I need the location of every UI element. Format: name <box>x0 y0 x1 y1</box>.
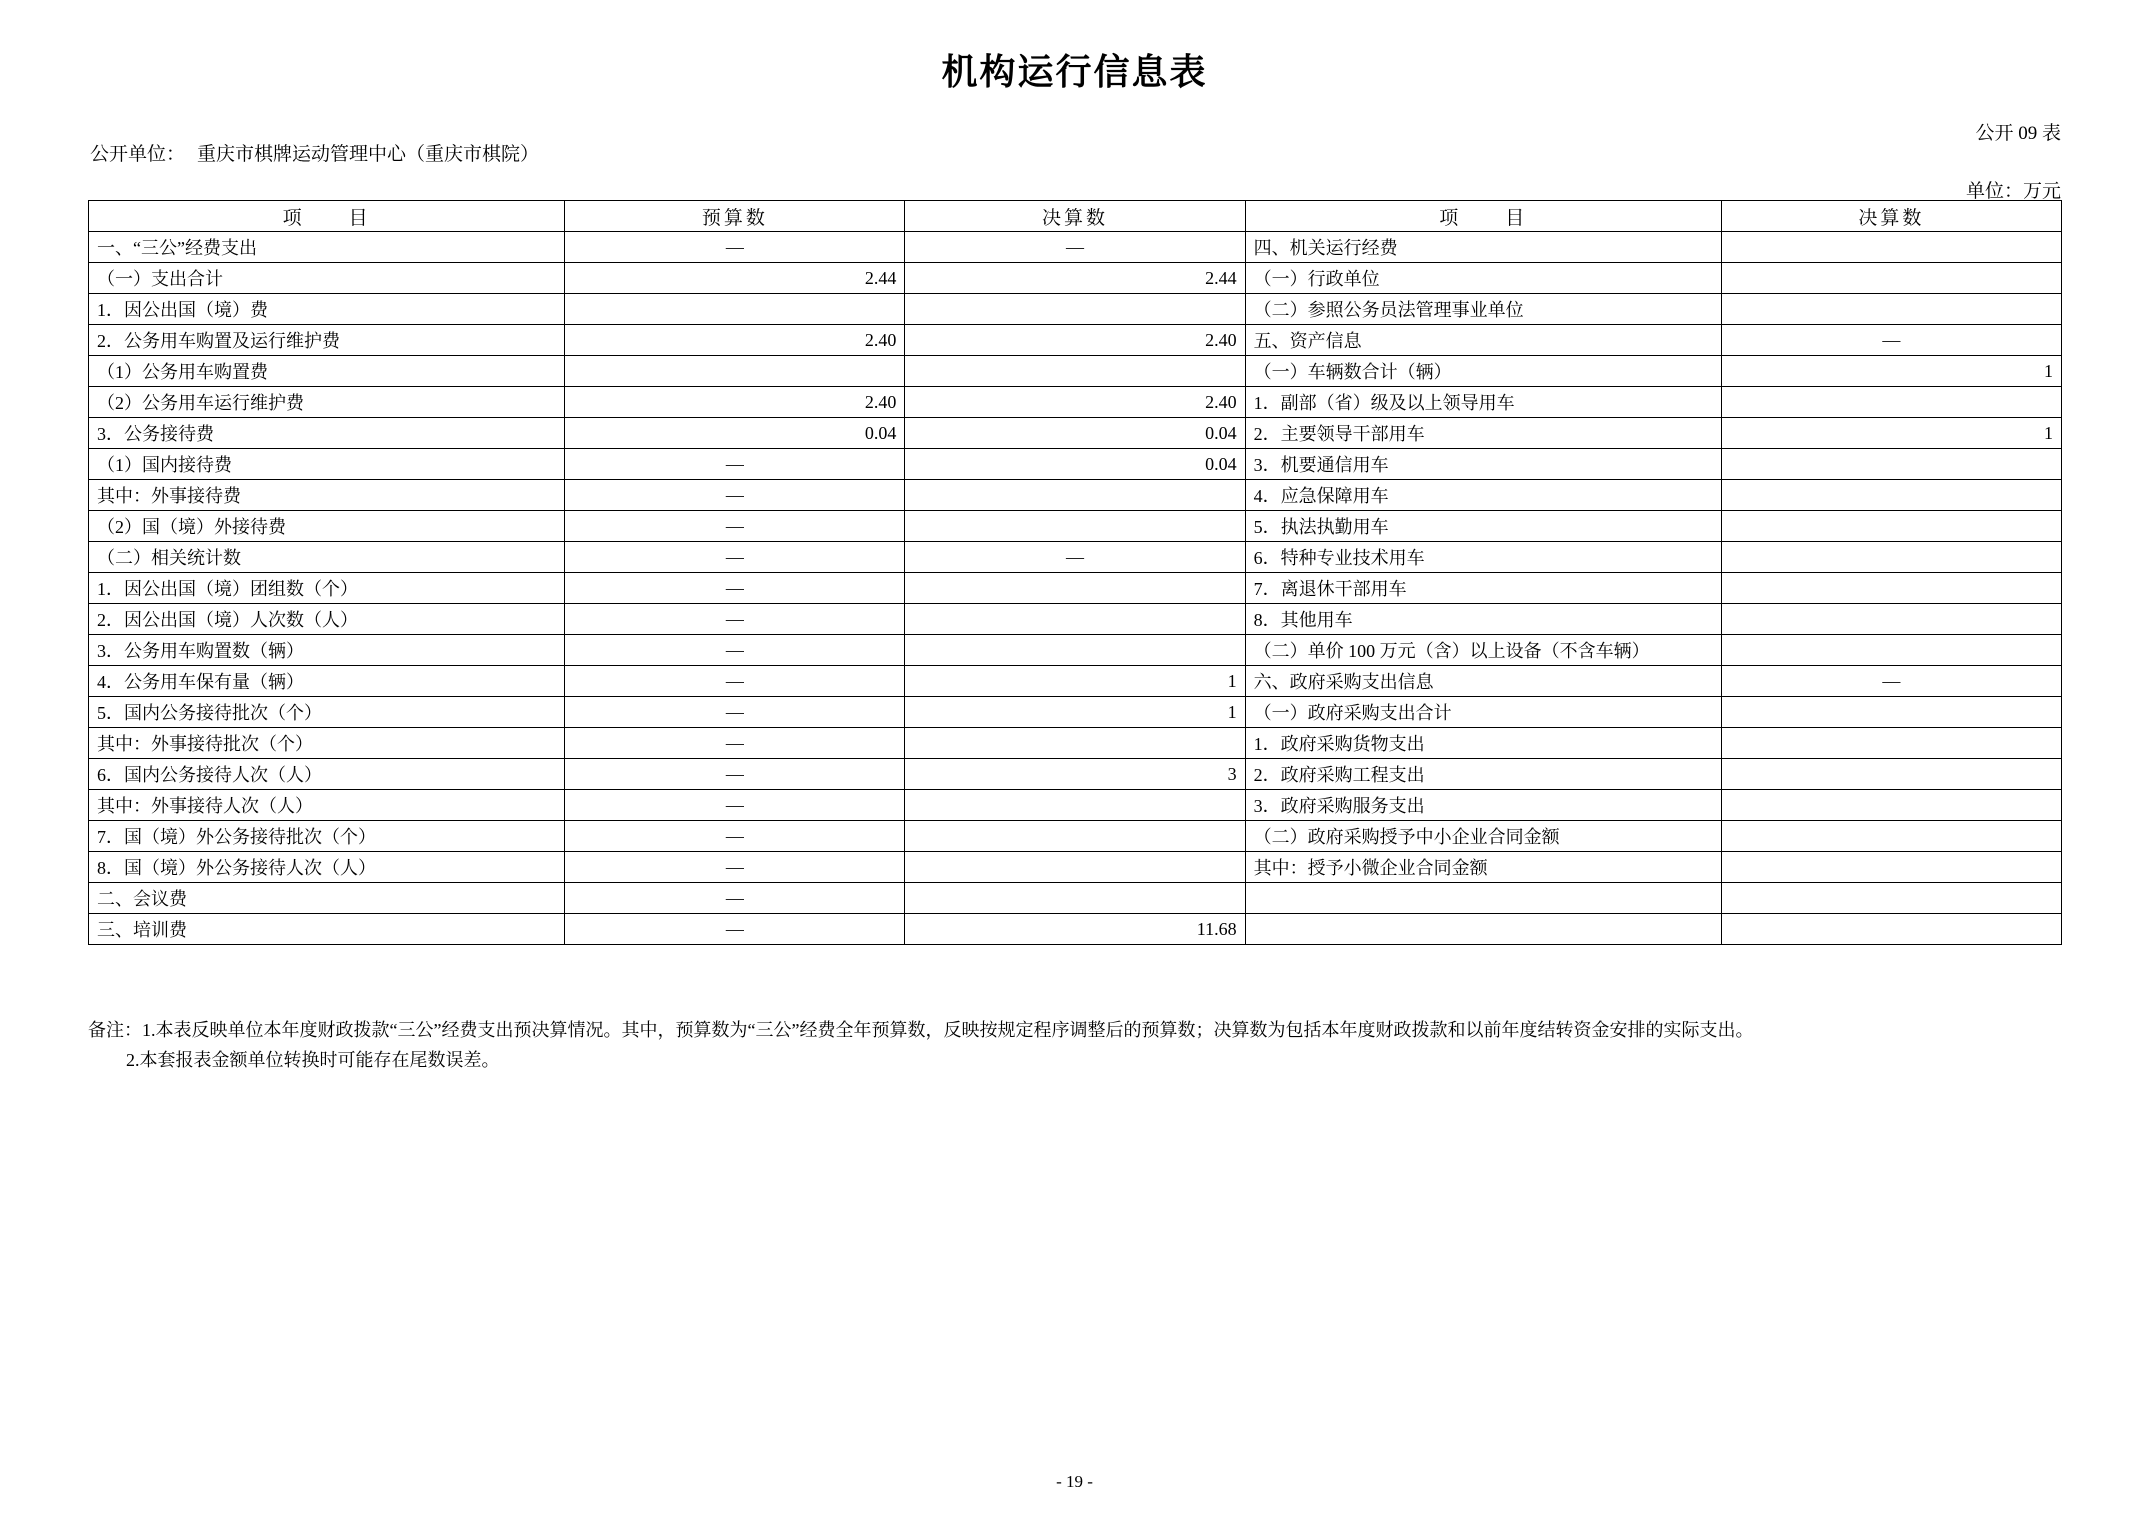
row-item-left: （一）支出合计 <box>89 263 565 294</box>
row-final-value: 2.44 <box>905 263 1245 294</box>
row-item-left: 1．因公出国（境）团组数（个） <box>89 573 565 604</box>
row-item-right: （二）参照公务员法管理事业单位 <box>1245 294 1721 325</box>
row-final-right-value <box>1721 387 2061 418</box>
row-final-right-value: 1 <box>1721 356 2061 387</box>
row-final-value <box>905 883 1245 914</box>
table-row <box>89 542 2062 573</box>
row-item-left: 7．国（境）外公务接待批次（个） <box>89 821 565 852</box>
row-item-left: 5．国内公务接待批次（个） <box>89 697 565 728</box>
row-budget-value: 2.40 <box>565 325 905 356</box>
table-row <box>89 263 2062 294</box>
table-row <box>89 232 2062 263</box>
disclosure-unit-value: 重庆市棋牌运动管理中心（重庆市棋院） <box>197 144 540 165</box>
row-final-right-value <box>1721 883 2061 914</box>
row-budget-value: — <box>565 790 905 821</box>
row-item-right: （一）行政单位 <box>1245 263 1721 294</box>
row-final-right-value <box>1721 697 2061 728</box>
row-item-left: （1）公务用车购置费 <box>89 356 565 387</box>
row-item-left: 3．公务接待费 <box>89 418 565 449</box>
table-row <box>89 418 2062 449</box>
row-item-left: 4．公务用车保有量（辆） <box>89 666 565 697</box>
row-final-right-value <box>1721 728 2061 759</box>
row-budget-value <box>565 294 905 325</box>
row-budget-value: 0.04 <box>565 418 905 449</box>
row-item-right: 5．执法执勤用车 <box>1245 511 1721 542</box>
row-budget-value: — <box>565 759 905 790</box>
row-final-right-value: 1 <box>1721 418 2061 449</box>
table-row <box>89 883 2062 914</box>
row-final-value <box>905 821 1245 852</box>
row-budget-value: — <box>565 573 905 604</box>
row-final-value <box>905 356 1245 387</box>
row-budget-value: 2.40 <box>565 387 905 418</box>
row-budget-value: — <box>565 728 905 759</box>
row-final-value <box>905 294 1245 325</box>
row-final-value: 1 <box>905 666 1245 697</box>
note-line-1: 备注：1.本表反映单位本年度财政拨款“三公”经费支出预决算情况。其中，预算数为“三公”经费全年预算数，反映按规定程序调整后的预算数；决算数为包括本年度财政拨款和以前年度结转资金安排的实际支出。 <box>88 1020 1754 1040</box>
row-final-value: 3 <box>905 759 1245 790</box>
table-row <box>89 790 2062 821</box>
row-item-left: （2）国（境）外接待费 <box>89 511 565 542</box>
row-item-right <box>1245 883 1721 914</box>
table-row <box>89 573 2062 604</box>
row-budget-value: — <box>565 666 905 697</box>
row-item-right: （一）政府采购支出合计 <box>1245 697 1721 728</box>
row-item-left: 2．公务用车购置及运行维护费 <box>89 325 565 356</box>
row-item-right: （二）单价 100 万元（含）以上设备（不含车辆） <box>1245 635 1721 666</box>
row-budget-value: — <box>565 232 905 263</box>
row-budget-value: — <box>565 635 905 666</box>
row-budget-value: — <box>565 697 905 728</box>
table-row <box>89 666 2062 697</box>
row-final-value: 11.68 <box>905 914 1245 945</box>
row-item-left: 2．因公出国（境）人次数（人） <box>89 604 565 635</box>
row-item-left: （二）相关统计数 <box>89 542 565 573</box>
row-final-value <box>905 573 1245 604</box>
row-budget-value: 2.44 <box>565 263 905 294</box>
row-final-right-value <box>1721 480 2061 511</box>
row-item-right: 五、资产信息 <box>1245 325 1721 356</box>
row-item-right: 其中：授予小微企业合同金额 <box>1245 852 1721 883</box>
table-header-row <box>89 201 2062 232</box>
row-final-right-value <box>1721 604 2061 635</box>
row-final-value: 1 <box>905 697 1245 728</box>
row-final-right-value <box>1721 790 2061 821</box>
row-final-value: 2.40 <box>905 325 1245 356</box>
row-item-right: 7．离退休干部用车 <box>1245 573 1721 604</box>
row-final-value <box>905 604 1245 635</box>
row-final-value: — <box>905 542 1245 573</box>
row-item-right: （二）政府采购授予中小企业合同金额 <box>1245 821 1721 852</box>
row-final-right-value <box>1721 852 2061 883</box>
row-final-right-value <box>1721 263 2061 294</box>
row-item-right: 2．政府采购工程支出 <box>1245 759 1721 790</box>
table-row <box>89 511 2062 542</box>
row-item-left: 其中：外事接待费 <box>89 480 565 511</box>
row-item-right: 3．机要通信用车 <box>1245 449 1721 480</box>
row-final-right-value <box>1721 232 2061 263</box>
header-final-right: 决算数 <box>1721 201 2061 232</box>
disclosure-unit-label: 公开单位： <box>90 144 186 165</box>
row-final-right-value <box>1721 294 2061 325</box>
row-item-left: 3．公务用车购置数（辆） <box>89 635 565 666</box>
page-number: - 19 - <box>1056 1472 1093 1491</box>
row-final-value <box>905 790 1245 821</box>
row-item-right: 6．特种专业技术用车 <box>1245 542 1721 573</box>
row-final-right-value <box>1721 511 2061 542</box>
header-final: 决算数 <box>905 201 1245 232</box>
row-final-right-value <box>1721 914 2061 945</box>
row-final-value: 0.04 <box>905 418 1245 449</box>
row-final-right-value <box>1721 759 2061 790</box>
row-item-right: 4．应急保障用车 <box>1245 480 1721 511</box>
row-budget-value: — <box>565 914 905 945</box>
row-item-right <box>1245 914 1721 945</box>
row-item-left: （1）国内接待费 <box>89 449 565 480</box>
row-item-right: 8．其他用车 <box>1245 604 1721 635</box>
row-budget-value: — <box>565 821 905 852</box>
row-item-right: （一）车辆数合计（辆） <box>1245 356 1721 387</box>
row-item-left: 一、“三公”经费支出 <box>89 232 565 263</box>
row-final-value <box>905 728 1245 759</box>
disclosure-unit <box>90 142 610 168</box>
table-row <box>89 728 2062 759</box>
row-item-left: 8．国（境）外公务接待人次（人） <box>89 852 565 883</box>
row-final-value: 0.04 <box>905 449 1245 480</box>
row-item-right: 3．政府采购服务支出 <box>1245 790 1721 821</box>
row-budget-value <box>565 356 905 387</box>
page-title: 机构运行信息表 <box>941 51 1208 92</box>
row-item-right: 2．主要领导干部用车 <box>1245 418 1721 449</box>
table-row <box>89 852 2062 883</box>
row-final-value <box>905 852 1245 883</box>
row-item-left: 1．因公出国（境）费 <box>89 294 565 325</box>
row-final-right-value: — <box>1721 666 2061 697</box>
header-budget: 预算数 <box>565 201 905 232</box>
row-budget-value: — <box>565 449 905 480</box>
row-final-right-value <box>1721 542 2061 573</box>
table-row <box>89 294 2062 325</box>
table-row <box>89 821 2062 852</box>
row-final-right-value <box>1721 573 2061 604</box>
row-item-right: 四、机关运行经费 <box>1245 232 1721 263</box>
table-row <box>89 914 2062 945</box>
table-row <box>89 387 2062 418</box>
header-item-right: 项 目 <box>1245 201 1721 232</box>
row-final-right-value <box>1721 449 2061 480</box>
table-row <box>89 325 2062 356</box>
row-item-left: （2）公务用车运行维护费 <box>89 387 565 418</box>
row-final-value <box>905 511 1245 542</box>
row-budget-value: — <box>565 511 905 542</box>
row-item-right: 1．政府采购货物支出 <box>1245 728 1721 759</box>
row-budget-value: — <box>565 604 905 635</box>
table-row <box>89 449 2062 480</box>
row-final-value: 2.40 <box>905 387 1245 418</box>
table-row <box>89 697 2062 728</box>
row-item-right: 1．副部（省）级及以上领导用车 <box>1245 387 1721 418</box>
row-final-value <box>905 480 1245 511</box>
row-final-right-value <box>1721 821 2061 852</box>
table-row <box>89 635 2062 666</box>
row-final-right-value: — <box>1721 325 2061 356</box>
row-item-left: 6．国内公务接待人次（人） <box>89 759 565 790</box>
form-code: 公开 09 表 <box>1975 123 2061 144</box>
row-item-left: 其中：外事接待人次（人） <box>89 790 565 821</box>
row-item-left: 二、会议费 <box>89 883 565 914</box>
row-item-right: 六、政府采购支出信息 <box>1245 666 1721 697</box>
header-item-left: 项 目 <box>89 201 565 232</box>
table-row <box>89 480 2062 511</box>
amount-unit: 单位：万元 <box>1965 181 2061 202</box>
row-budget-value: — <box>565 883 905 914</box>
row-budget-value: — <box>565 542 905 573</box>
table-notes <box>88 1015 2068 1075</box>
table-row <box>89 356 2062 387</box>
row-item-left: 三、培训费 <box>89 914 565 945</box>
row-final-value: — <box>905 232 1245 263</box>
table-row <box>89 759 2062 790</box>
row-budget-value: — <box>565 480 905 511</box>
operation-info-table <box>88 200 2062 945</box>
row-final-value <box>905 635 1245 666</box>
note-line-2: 2.本套报表金额单位转换时可能存在尾数误差。 <box>126 1050 500 1070</box>
row-budget-value: — <box>565 852 905 883</box>
row-item-left: 其中：外事接待批次（个） <box>89 728 565 759</box>
table-row <box>89 604 2062 635</box>
table-body <box>89 232 2062 945</box>
row-final-right-value <box>1721 635 2061 666</box>
